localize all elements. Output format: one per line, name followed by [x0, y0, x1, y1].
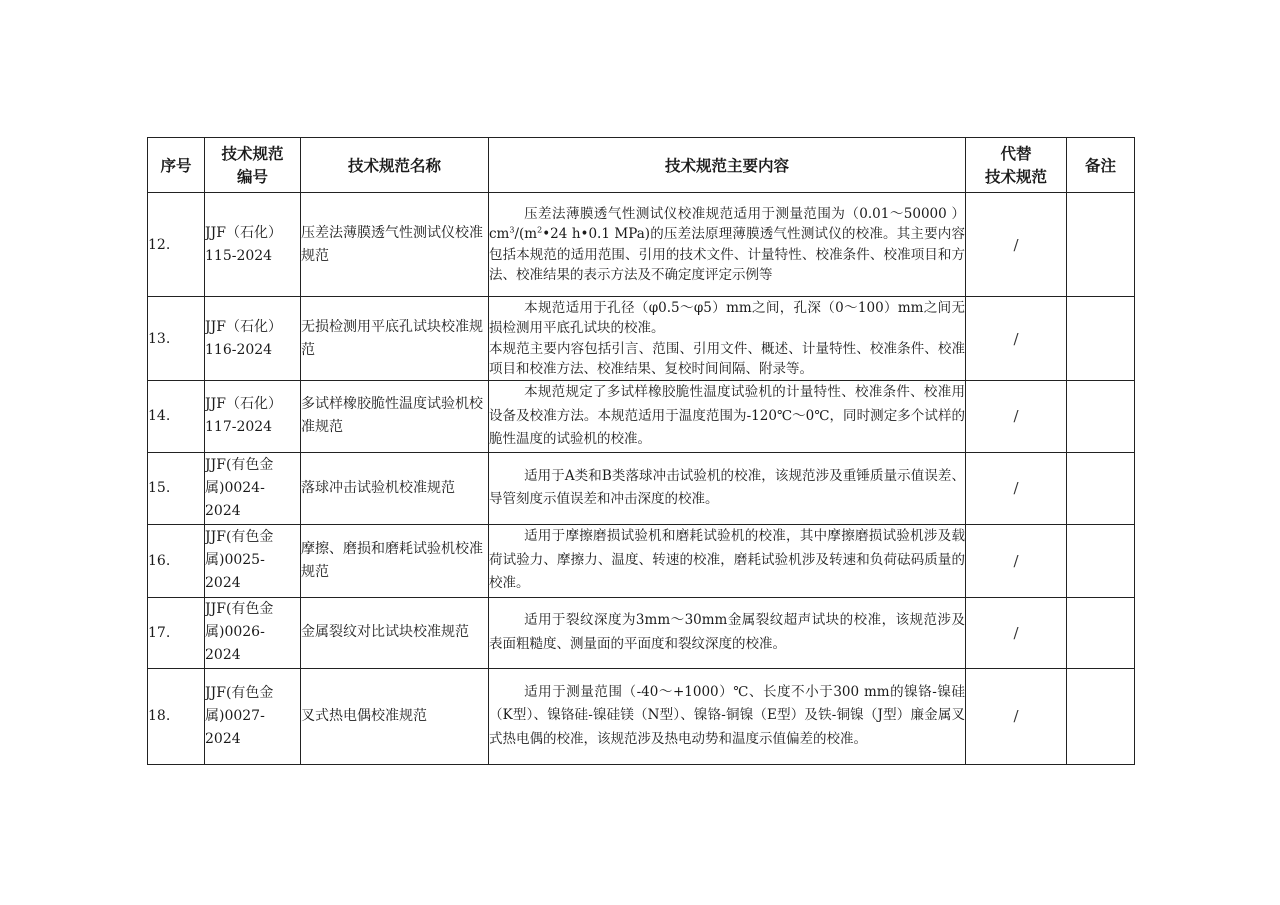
header-code-line2: 编号 — [236, 167, 268, 186]
cell-remark — [1067, 452, 1135, 524]
cell-name: 金属裂纹对比试块校准规范 — [301, 597, 489, 668]
cell-replace: / — [966, 452, 1067, 524]
cell-remark — [1067, 597, 1135, 668]
cell-name: 摩擦、磨损和磨耗试验机校准规范 — [301, 524, 489, 597]
cell-code: JJF（石化）117-2024 — [205, 381, 301, 453]
cell-code: JJF(有色金属)0025-2024 — [205, 524, 301, 597]
header-code — [205, 138, 301, 193]
cell-seq: 14. — [148, 381, 205, 453]
cell-seq: 13. — [148, 297, 205, 381]
content-paragraph: 本规范适用于孔径（φ0.5～φ5）mm之间，孔深（0～100）mm之间无损检测用平底孔试块的校准。 — [489, 299, 965, 336]
cell-seq: 16. — [148, 524, 205, 597]
cell-code: JJF（石化）116-2024 — [205, 297, 301, 381]
cell-content — [489, 668, 966, 764]
cell-seq: 15. — [148, 452, 205, 524]
content-superscript: 2 — [537, 225, 543, 235]
cell-remark — [1067, 297, 1135, 381]
header-name-label: 技术规范名称 — [347, 155, 441, 175]
cell-replace: / — [966, 193, 1067, 297]
header-content — [489, 138, 966, 193]
cell-seq: 12. — [148, 193, 205, 297]
content-superscript: 3 — [509, 225, 515, 235]
cell-content — [489, 597, 966, 668]
table-row — [148, 524, 1135, 597]
table-row — [148, 452, 1135, 524]
content-paragraph: 适用于测量范围（-40～+1000）℃、长度不小于300 mm的镍铬-镍硅（K型）、镍铬硅-镍硅镁（N型）、镍铬-铜镍（E型）及铁-铜镍（J型）廉金属叉式热电偶的校准，该规范涉及热电动势和温度示值偏差的校准。 — [489, 683, 965, 747]
table-row — [148, 668, 1135, 764]
content-paragraph — [489, 204, 965, 286]
cell-name: 叉式热电偶校准规范 — [301, 668, 489, 764]
cell-remark — [1067, 193, 1135, 297]
cell-name: 多试样橡胶脆性温度试验机校准规范 — [301, 381, 489, 453]
cell-replace: / — [966, 524, 1067, 597]
table-header-row — [148, 138, 1135, 193]
cell-code: JJF(有色金属)0024-2024 — [205, 452, 301, 524]
cell-code: JJF（石化）115-2024 — [205, 193, 301, 297]
cell-content — [489, 297, 966, 381]
content-paragraph: 本规范规定了多试样橡胶脆性温度试验机的计量特性、校准条件、校准用设备及校准方法。本规范适用于温度范围为-120℃～0℃，同时测定多个试样的脆性温度的试验机的校准。 — [489, 384, 965, 447]
content-paragraph: 本规范主要内容包括引言、范围、引用文件、概述、计量特性、校准条件、校准项目和校准方法、校准结果、复校时间间隔、附录等。 — [489, 340, 965, 377]
cell-content — [489, 452, 966, 524]
header-seq — [148, 138, 205, 193]
table-row — [148, 193, 1135, 297]
cell-remark — [1067, 381, 1135, 453]
cell-replace: / — [966, 597, 1067, 668]
cell-replace: / — [966, 297, 1067, 381]
cell-code: JJF(有色金属)0026-2024 — [205, 597, 301, 668]
content-paragraph: 适用于A类和B类落球冲击试验机的校准，该规范涉及重锤质量示值误差、导管刻度示值误差和冲击深度的校准。 — [489, 467, 965, 507]
header-name — [301, 138, 489, 193]
standards-table — [147, 137, 1135, 765]
cell-replace: / — [966, 668, 1067, 764]
cell-name: 压差法薄膜透气性测试仪校准规范 — [301, 193, 489, 297]
content-paragraph: 适用于裂纹深度为3mm～30mm金属裂纹超声试块的校准，该规范涉及表面粗糙度、测量面的平面度和裂纹深度的校准。 — [489, 612, 965, 652]
content-text-part: 压差法薄膜透气性测试仪校准规范适用于测量范围为（0.01～50000 ）cm — [489, 205, 965, 242]
cell-name: 无损检测用平底孔试块校准规范 — [301, 297, 489, 381]
header-replace-line1: 代替 — [1000, 144, 1032, 163]
header-replace-line2: 技术规范 — [984, 167, 1047, 186]
cell-remark — [1067, 668, 1135, 764]
table-row — [148, 597, 1135, 668]
header-content-label: 技术规范主要内容 — [664, 155, 789, 175]
header-code-line1: 技术规范 — [221, 144, 284, 163]
header-replace — [966, 138, 1067, 193]
table-row — [148, 381, 1135, 453]
content-text-part: /(m — [514, 226, 538, 242]
header-remark-label: 备注 — [1084, 155, 1116, 175]
content-paragraph: 适用于摩擦磨损试验机和磨耗试验机的校准，其中摩擦磨损试验机涉及载荷试验力、摩擦力、温度、转速的校准，磨耗试验机涉及转速和负荷砝码质量的校准。 — [489, 528, 965, 592]
table-row — [148, 297, 1135, 381]
cell-name: 落球冲击试验机校准规范 — [301, 452, 489, 524]
cell-remark — [1067, 524, 1135, 597]
cell-seq: 17. — [148, 597, 205, 668]
cell-content — [489, 193, 966, 297]
content-text-part: •24 h•0.1 MPa)的压差法原理薄膜透气性测试仪的校准。其主要内容包括本规范的适用范围、引用的技术文件、计量特性、校准条件、校准项目和方法、校准结果的表示方法及不确定度评定示例等 — [489, 226, 965, 283]
cell-content — [489, 381, 966, 453]
cell-seq: 18. — [148, 668, 205, 764]
header-remark — [1067, 138, 1135, 193]
header-seq-label: 序号 — [160, 155, 192, 175]
cell-content — [489, 524, 966, 597]
cell-code: JJF(有色金属)0027-2024 — [205, 668, 301, 764]
cell-replace: / — [966, 381, 1067, 453]
